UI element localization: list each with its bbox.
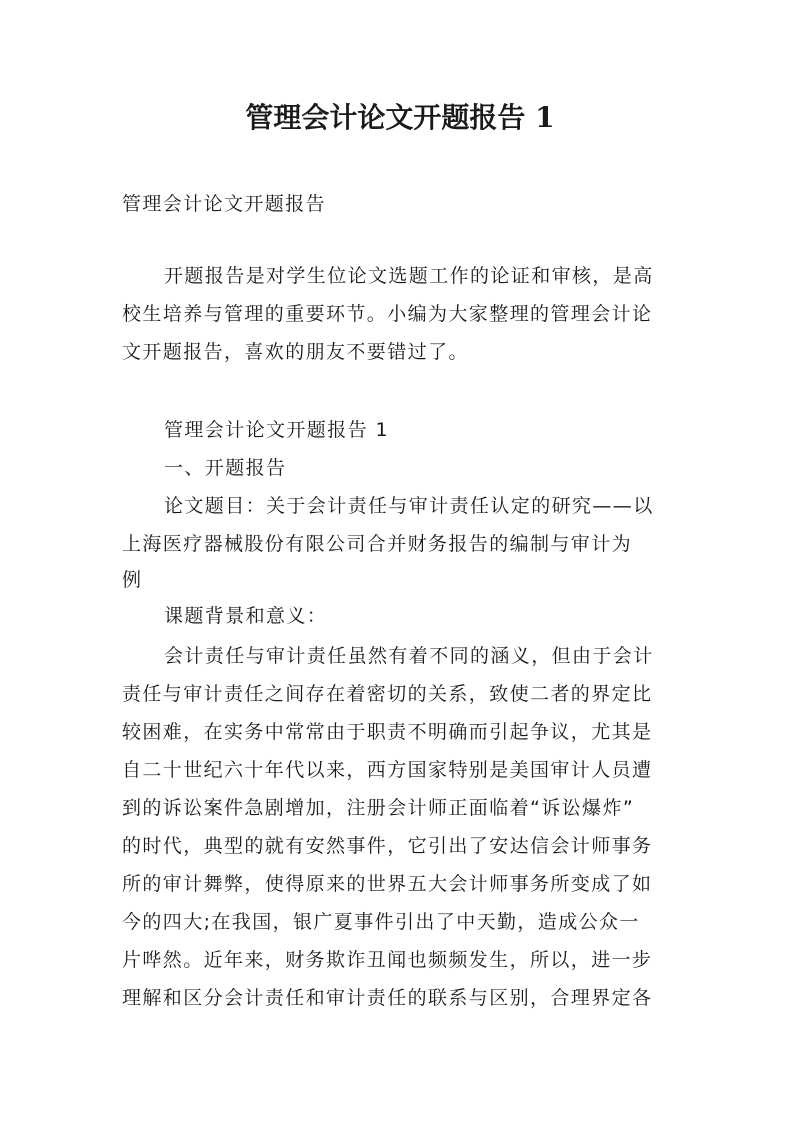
- body-line: 今的四大;在我国，银广夏事件引出了中天勤，造成公众一: [122, 911, 640, 933]
- thesis-title-line: 论文题目：关于会计责任与审计责任认定的研究——以: [164, 495, 654, 517]
- thesis-title-line: 例: [122, 569, 143, 591]
- body-line: 较困难，在实务中常常由于职责不明确而引起争议，尤其是: [122, 721, 653, 743]
- thesis-title-line: 上海医疗器械股份有限公司合并财务报告的编制与审计为: [122, 533, 633, 555]
- body-line: 片哗然。近年来，财务欺诈丑闻也频频发生，所以，进一步: [122, 949, 653, 971]
- body-line: 理解和区分会计责任和审计责任的联系与区别，合理界定各: [122, 987, 653, 1009]
- body-line: 自二十世纪六十年代以来，西方国家特别是美国审计人员遭: [122, 759, 653, 781]
- body-line: 所的审计舞弊，使得原来的世界五大会计师事务所变成了如: [122, 873, 653, 895]
- document-title: 管理会计论文开题报告 1: [245, 101, 555, 134]
- body-line: 会计责任与审计责任虽然有着不同的涵义，但由于会计: [164, 645, 654, 667]
- intro-line: 开题报告是对学生位论文选题工作的论证和审核，是高: [164, 265, 654, 287]
- body-line: 责任与审计责任之间存在着密切的关系，致使二者的界定比: [122, 683, 653, 705]
- document-subtitle: 管理会计论文开题报告: [122, 193, 327, 215]
- intro-line: 文开题报告，喜欢的朋友不要错过了。: [122, 341, 469, 363]
- part-heading: 一、开题报告: [164, 457, 287, 479]
- body-line: 到的诉讼案件急剧增加，注册会计师正面临着“诉讼爆炸”: [122, 797, 635, 819]
- section-heading: 管理会计论文开题报告 1: [164, 419, 389, 441]
- body-line: 的时代，典型的就有安然事件，它引出了安达信会计师事务: [122, 835, 653, 857]
- intro-line: 校生培养与管理的重要环节。小编为大家整理的管理会计论: [122, 303, 653, 325]
- background-heading: 课题背景和意义：: [164, 605, 328, 627]
